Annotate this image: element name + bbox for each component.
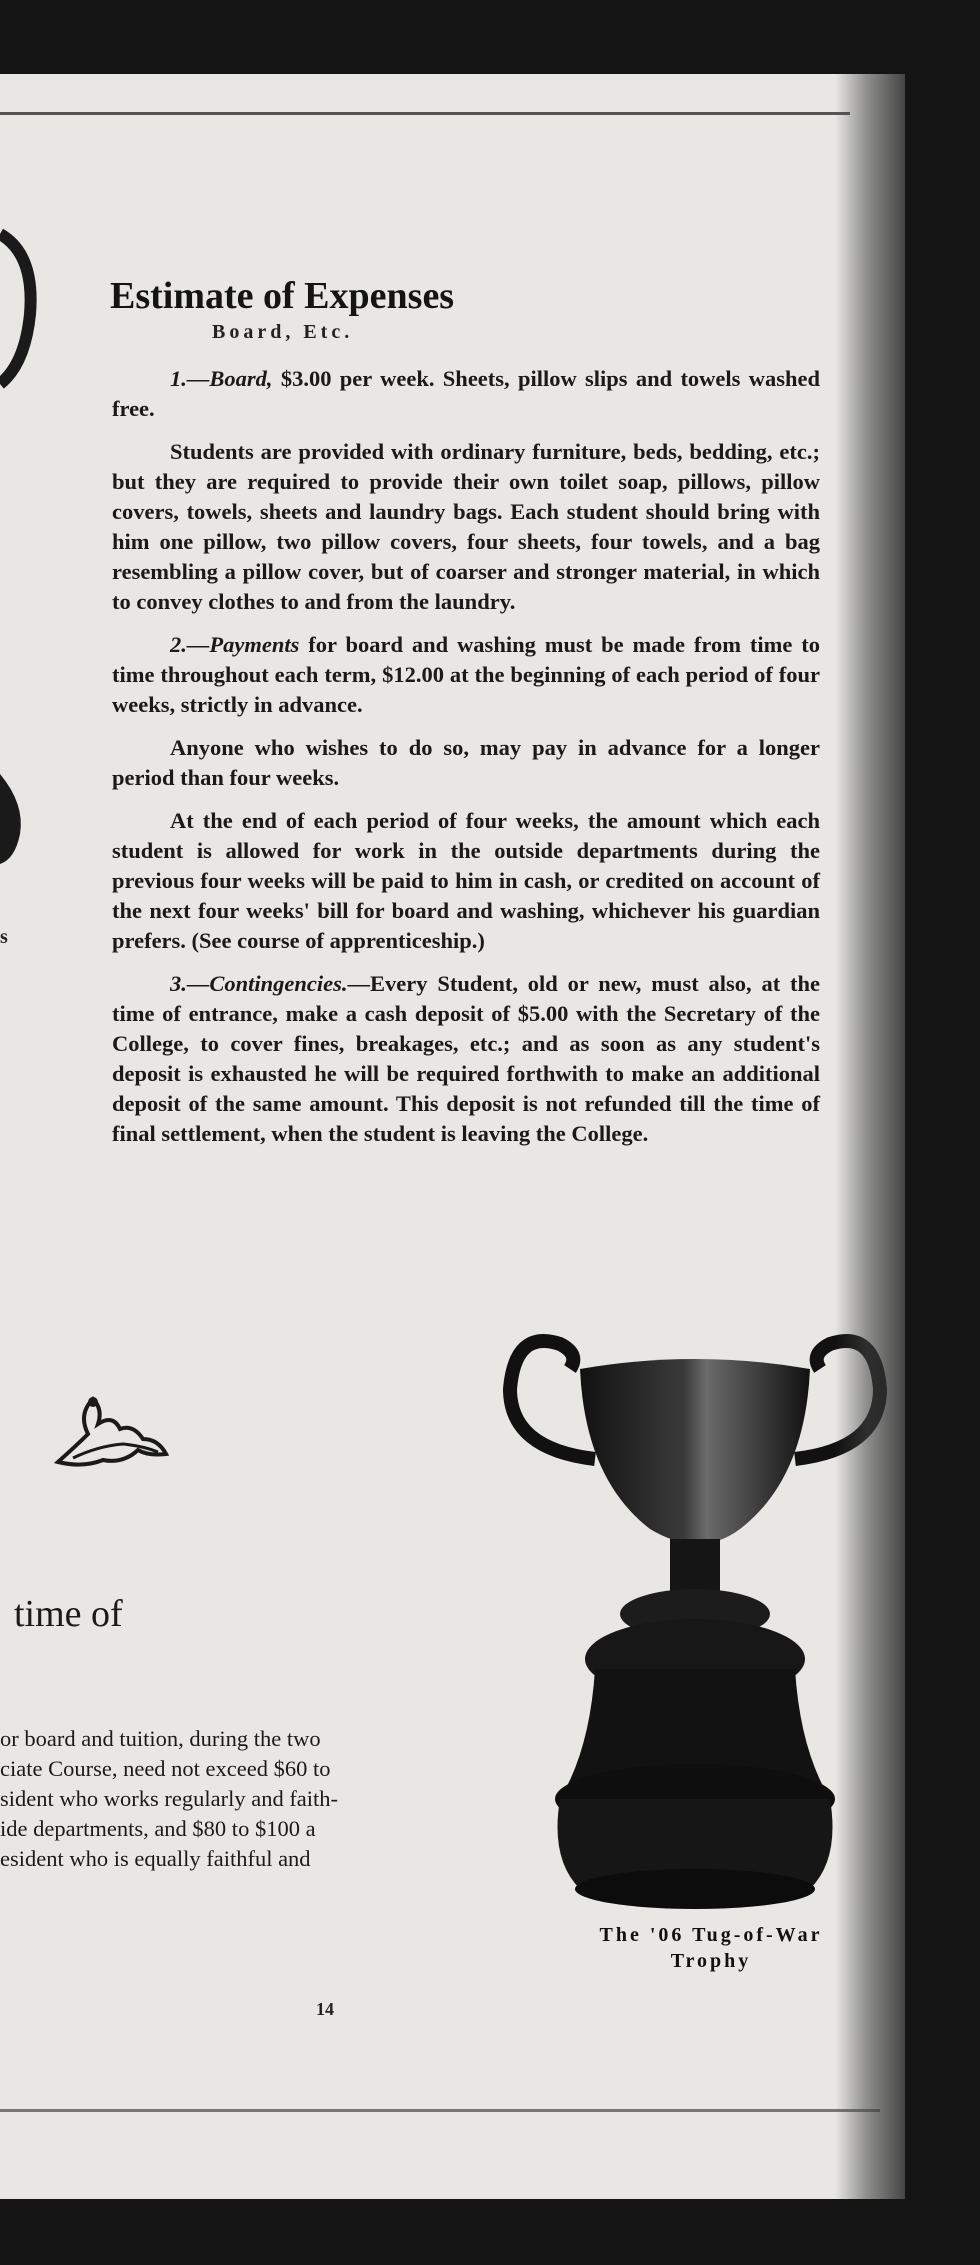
bottom-rule	[0, 2109, 880, 2112]
page-subheading: Board, Etc.	[212, 321, 354, 343]
top-rule	[0, 112, 850, 115]
trophy-caption	[556, 1922, 866, 1974]
page-binding-shadow	[835, 74, 905, 2199]
left-page-line: sident who works regularly and faith-	[0, 1786, 339, 1811]
page-number: 14	[316, 1999, 334, 2019]
paragraph	[112, 364, 820, 424]
paragraph-text: for board and washing must be made from time to time throughout each term, $12.00 at the beginning of each period of four weeks, strictly in advance.	[112, 632, 820, 717]
left-page-line: esident who is equally faithful and	[0, 1846, 311, 1871]
caption-line: The '06 Tug-of-War	[599, 1924, 823, 1946]
left-page-heading-fragment: time of	[14, 1593, 123, 1635]
paragraph	[112, 969, 820, 1149]
leaf-ornament-icon	[48, 1384, 178, 1474]
paragraph-lead: 1.—Board,	[170, 366, 273, 391]
paragraph-lead: 3.—Contingencies.	[170, 971, 348, 996]
scanned-page	[0, 74, 905, 2199]
paragraph	[112, 437, 820, 617]
paragraph-text: $3.00 per week. Sheets, pillow slips and towels washed free.	[112, 366, 820, 421]
page-heading: Estimate of Expenses	[110, 275, 455, 317]
left-page-line: or board and tuition, during the two	[0, 1726, 321, 1751]
paragraph	[112, 806, 820, 956]
left-page-fragment-letter: s	[0, 926, 8, 948]
paragraph-text: —Every Student, old or new, must also, at the time of entrance, make a cash deposit of $5.00 with the Secretary of the College, to cover fines, breakages, etc.; and as soon as any student's deposit is exhausted he will be required forthwith to make an additional deposit of the same amount. This deposit is not refunded till the time of final settlement, when the student is leaving the College.	[112, 971, 820, 1146]
left-ornament-fragment-mid	[0, 764, 30, 874]
left-page-text-fragment	[0, 1724, 440, 1874]
paragraph	[112, 733, 820, 793]
paragraph-text: Students are provided with ordinary furniture, beds, bedding, etc.; but they are required to provide their own toilet soap, pillows, pillow covers, towels, sheets and laundry bags. Each student should bring with him one pillow, two pillow covers, four sheets, four towels, and a bag resembling a pillow cover, but of coarser and stronger material, in which to convey clothes to and from the laundry.	[112, 439, 820, 614]
paragraph	[112, 630, 820, 720]
paragraph-text: Anyone who wishes to do so, may pay in advance for a longer period than four weeks.	[112, 735, 820, 790]
left-ornament-fragment-top	[0, 214, 40, 414]
left-page-line: ide departments, and $80 to $100 a	[0, 1816, 316, 1841]
body-text	[112, 364, 820, 1162]
paragraph-lead: 2.—Payments	[170, 632, 300, 657]
left-page-line: ciate Course, need not exceed $60 to	[0, 1756, 331, 1781]
caption-line: Trophy	[670, 1950, 752, 1972]
trophy-image	[500, 1329, 890, 1929]
paragraph-text: At the end of each period of four weeks, the amount which each student is allowed for work in the outside departments during the previous four weeks will be paid to him in cash, or credited on account of the next four weeks' bill for board and washing, whichever his guardian prefers. (See course of apprenticeship.)	[112, 808, 820, 953]
